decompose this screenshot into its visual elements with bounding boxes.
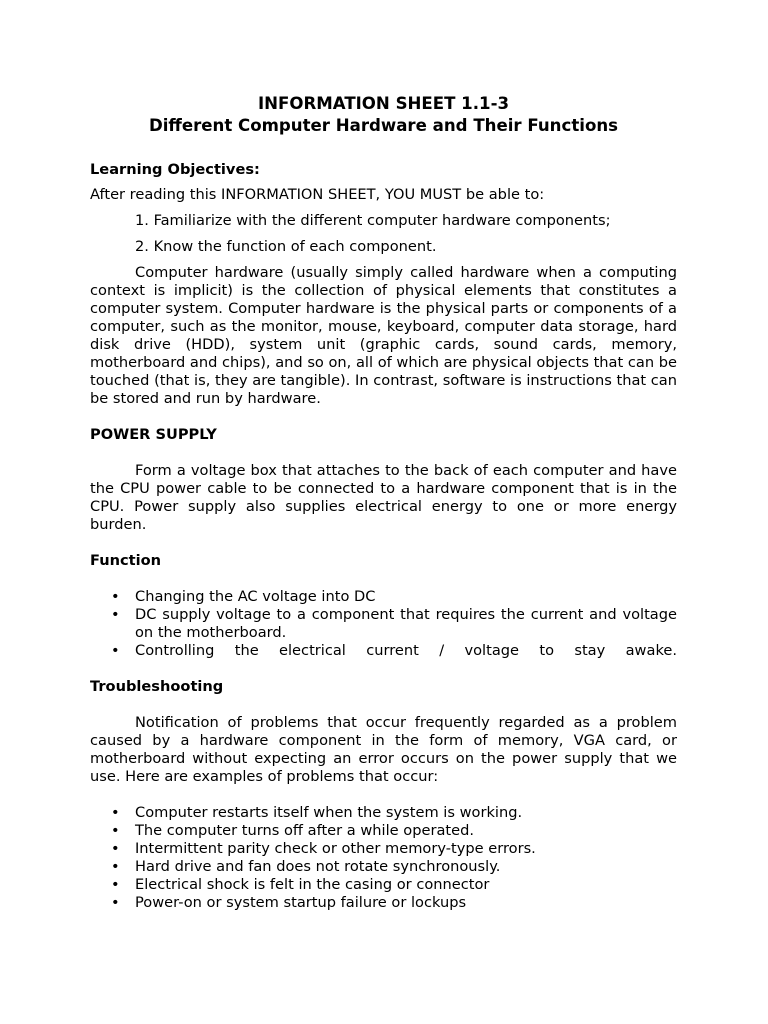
document-title: INFORMATION SHEET 1.1-3: [257, 94, 510, 113]
bullet-icon: •: [111, 606, 120, 623]
power-supply-paragraph: Form a voltage box that attaches to the back of each computer and have the CPU power cable to be connected to a hardware component that is in the CPU. Power supply also supplies electrical energy to one or more energy burden.: [90, 462, 677, 533]
troubleshooting-heading: Troubleshooting: [90, 678, 224, 695]
problem-item-text: Hard drive and fan does not rotate synchronously.: [135, 858, 501, 875]
learning-objectives-intro: After reading this INFORMATION SHEET, YOU MUST be able to:: [90, 186, 545, 203]
learning-objectives-heading: Learning Objectives:: [90, 161, 260, 178]
bullet-icon: •: [111, 840, 120, 857]
function-heading: Function: [90, 552, 162, 569]
bullet-icon: •: [111, 642, 120, 659]
list-item: [90, 858, 677, 876]
document-page: [90, 93, 677, 912]
hardware-paragraph: Computer hardware (usually simply called hardware when a computing context is implicit) is the collection of physical elements that constitutes a computer system. Computer hardware is the physical parts or components of a computer, such as the monitor, mouse, keyboard, computer data storage, hard disk drive (HDD), system unit (graphic cards, sound cards, memory, motherboard and chips), and so on, all of which are physical objects that can be touched (that is, they are tangible). In contrast, software is instructions that can be stored and run by hardware.: [90, 264, 677, 407]
bullet-icon: •: [111, 876, 120, 893]
title-block: [90, 93, 677, 137]
bullet-icon: •: [111, 804, 120, 821]
function-item-text: Controlling the electrical current / voltage to stay awake.: [135, 642, 677, 659]
document-subtitle: Different Computer Hardware and Their Functions: [148, 116, 619, 135]
bullet-icon: •: [111, 822, 120, 839]
list-item: [90, 822, 677, 840]
power-supply-heading: POWER SUPPLY: [90, 426, 217, 443]
function-item-text: Changing the AC voltage into DC: [135, 588, 376, 605]
problem-item-text: The computer turns off after a while operated.: [135, 822, 475, 839]
list-item: [90, 876, 677, 894]
function-list: [90, 588, 677, 660]
objective-item-1: 1. Familiarize with the different computer hardware components;: [135, 212, 611, 229]
objective-item-2: 2. Know the function of each component.: [135, 238, 437, 255]
bullet-icon: •: [111, 894, 120, 911]
list-item: [90, 642, 677, 660]
problem-item-text: Computer restarts itself when the system is working.: [135, 804, 523, 821]
list-item: [90, 606, 677, 642]
list-item: [90, 588, 677, 606]
list-item: [90, 804, 677, 822]
problem-item-text: Intermittent parity check or other memory-type errors.: [135, 840, 536, 857]
list-item: [90, 894, 677, 912]
problem-item-text: Power-on or system startup failure or lockups: [135, 894, 467, 911]
function-item-text: DC supply voltage to a component that requires the current and voltage on the motherboard.: [135, 606, 677, 641]
troubleshooting-paragraph: Notification of problems that occur frequently regarded as a problem caused by a hardware component in the form of memory, VGA card, or motherboard without expecting an error occurs on the power supply that we use. Here are examples of problems that occur:: [90, 714, 677, 785]
bullet-icon: •: [111, 858, 120, 875]
list-item: [90, 840, 677, 858]
problems-list: [90, 804, 677, 912]
problem-item-text: Electrical shock is felt in the casing or connector: [135, 876, 490, 893]
bullet-icon: •: [111, 588, 120, 605]
